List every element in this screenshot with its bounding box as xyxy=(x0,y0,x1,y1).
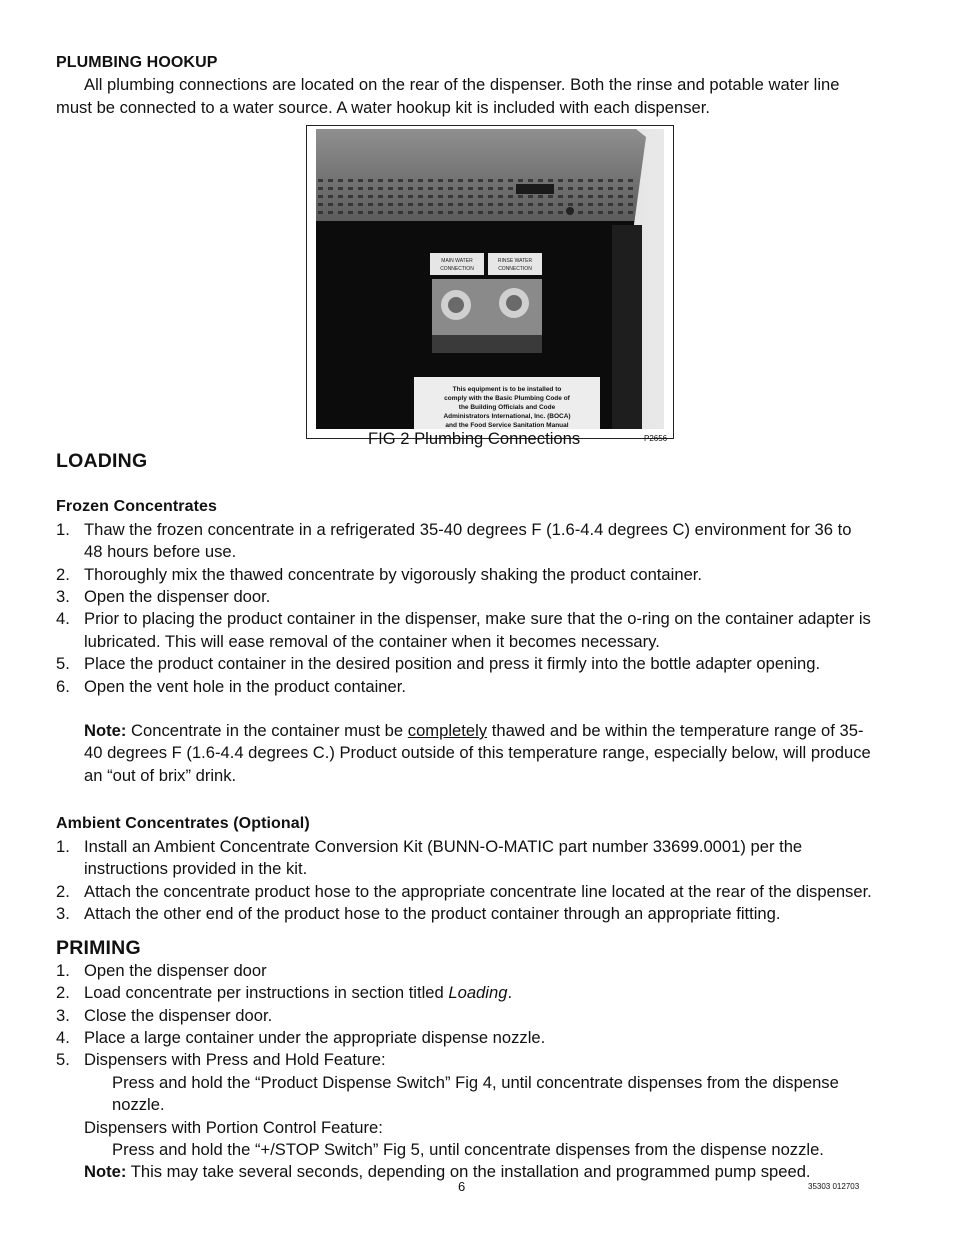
list-item: 4. Place a large container under the appropriate dispense nozzle. xyxy=(56,1027,546,1047)
list-item: 1. Open the dispenser door xyxy=(56,960,267,980)
list-item: 3. Open the dispenser door. xyxy=(56,587,271,607)
list-item: 1. Thaw the frozen concentrate in a refrigerated 35-40 degrees F (1.6-4.4 degrees C) environment for 36 to 48 hours before use. xyxy=(56,519,852,562)
svg-text:MAIN WATER: MAIN WATER xyxy=(441,258,473,264)
priming-list xyxy=(56,960,872,1072)
list-item: 6. Open the vent hole in the product container. xyxy=(56,676,406,696)
figure-plumbing-connections xyxy=(306,125,674,439)
svg-text:Administrators International,: Administrators International, Inc. (BOCA) xyxy=(443,413,571,420)
list-item: 3. Close the dispenser door. xyxy=(56,1005,273,1025)
svg-text:This equipment is to be instal: This equipment is to be installed to xyxy=(452,386,562,393)
svg-text:and the Food Service Sanitatio: and the Food Service Sanitation Manual xyxy=(445,422,569,429)
svg-text:RINSE WATER: RINSE WATER xyxy=(497,258,533,264)
loading-title: LOADING xyxy=(56,450,148,472)
caption-rule-left xyxy=(306,438,362,439)
figure-caption: FIG 2 Plumbing Connections xyxy=(368,429,581,448)
ambient-list xyxy=(56,836,872,926)
caption-rule-right xyxy=(596,438,636,439)
svg-text:CONNECTION: CONNECTION xyxy=(498,266,532,272)
list-item: 2. Load concentrate per instructions in section titled Loading. xyxy=(56,983,513,1003)
list-item: 5. Place the product container in the desired position and press it firmly into the bottle adapter opening. xyxy=(56,654,821,674)
frozen-title: Frozen Concentrates xyxy=(56,498,218,516)
dispenser-rear-photo xyxy=(316,129,664,429)
page-number: 6 xyxy=(458,1179,466,1194)
plumbing-title: PLUMBING HOOKUP xyxy=(56,54,218,71)
svg-text:the Building Officials and Cod: the Building Officials and Code xyxy=(458,404,556,411)
doc-code: 35303 012703 xyxy=(808,1182,860,1191)
list-item: 4. Prior to placing the product container in the dispenser, make sure that the o-ring on the container adapter is lubricated. This will ease removal of the container when it becomes necessary. xyxy=(56,609,871,651)
loading-section xyxy=(56,450,872,1184)
press-hold-text: Press and hold the “Product Dispense Switch” Fig 4, until concentrate dispenses from the dispense nozzle. xyxy=(112,1072,839,1115)
plumbing-paragraph: All plumbing connections are located on the rear of the dispenser. Both the rinse and potable water line must be connected to a water source. A water hookup kit is included with each dispenser. xyxy=(56,75,840,117)
ambient-title: Ambient Concentrates (Optional) xyxy=(56,815,310,833)
list-item: 2. Attach the concentrate product hose to the appropriate concentrate line located at the rear of the dispenser. xyxy=(56,881,872,901)
page-body xyxy=(56,52,872,119)
loading-note: Note: Concentrate in the container must be completely thawed and be within the temperature range of 35-40 degrees F (1.6-4.4 degrees C.) Product outside of this temperature range, especially below, will produce an “out of brix” drink. xyxy=(84,721,871,785)
priming-note: Note: This may take several seconds, depending on the installation and programmed pump speed. xyxy=(84,1162,811,1182)
frozen-list xyxy=(56,519,872,698)
portion-label: Dispensers with Portion Control Feature: xyxy=(84,1117,383,1137)
figure-code: P2656 xyxy=(644,434,668,443)
svg-text:CONNECTION: CONNECTION xyxy=(440,266,474,272)
portion-text: Press and hold the “+/STOP Switch” Fig 5, until concentrate dispenses from the dispense nozzle. xyxy=(112,1139,824,1159)
svg-text:comply with the Basic Plumbing: comply with the Basic Plumbing Code of xyxy=(444,395,570,402)
priming-title: PRIMING xyxy=(56,937,141,960)
list-item: 3. Attach the other end of the product hose to the product container through an appropriate fitting. xyxy=(56,903,781,923)
list-item: 5. Dispensers with Press and Hold Feature: xyxy=(56,1050,386,1070)
list-item: 1. Install an Ambient Concentrate Conversion Kit (BUNN-O-MATIC part number 33699.0001) per the instructions provided in the kit. xyxy=(56,836,803,879)
list-item: 2. Thoroughly mix the thawed concentrate by vigorously shaking the product container. xyxy=(56,564,703,584)
